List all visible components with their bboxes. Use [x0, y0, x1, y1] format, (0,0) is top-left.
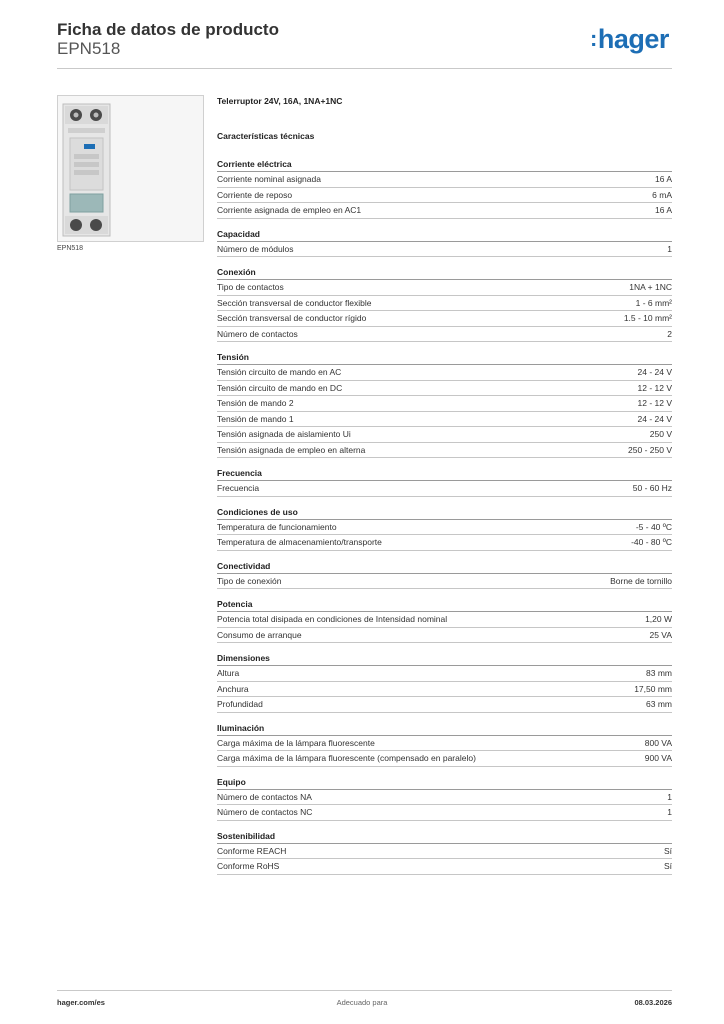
section-title: Corriente eléctrica: [217, 157, 672, 172]
spec-value: 50 - 60 Hz: [632, 483, 672, 493]
spec-value: 63 mm: [646, 699, 672, 709]
spec-row: [217, 612, 672, 628]
spec-value: 16 A: [654, 205, 672, 215]
spec-label: Número de contactos: [217, 328, 298, 339]
spec-label: Carga máxima de la lámpara fluorescente (compensado en paralelo): [217, 753, 476, 763]
spec-label: Tipo de contactos: [217, 282, 284, 292]
spec-row: [217, 844, 672, 860]
section-title: Equipo: [217, 775, 672, 790]
spec-label: Conforme REACH: [217, 845, 287, 856]
spec-row: [217, 535, 672, 551]
spec-section: [217, 559, 672, 590]
spec-label: Tensión de mando 1: [217, 413, 294, 424]
spec-row: [217, 682, 672, 698]
spec-value: -5 - 40 ºC: [635, 521, 672, 532]
product-image-caption: EPN518: [57, 245, 84, 252]
spec-label: Carga máxima de la lámpara fluorescente: [217, 737, 375, 748]
spec-value: 12 - 12 V: [637, 382, 672, 393]
section-title: Frecuencia: [217, 466, 672, 481]
spec-row: [217, 296, 672, 312]
spec-value: 1: [667, 807, 672, 817]
spec-label: Número de módulos: [217, 243, 294, 254]
spec-label: Número de contactos NA: [217, 791, 312, 802]
page-title: Ficha de datos de producto: [57, 20, 279, 39]
spec-value: 1,20 W: [645, 614, 672, 624]
spec-section: [217, 775, 672, 821]
contactor-device-icon: [58, 96, 203, 241]
spec-value: -40 - 80 ºC: [631, 537, 672, 547]
spec-value: 83 mm: [646, 668, 672, 678]
spec-value: Sí: [663, 861, 672, 871]
spec-row: [217, 381, 672, 397]
spec-row: [217, 443, 672, 459]
spec-section: [217, 829, 672, 875]
section-title: Condiciones de uso: [217, 505, 672, 520]
spec-value: 6 mA: [652, 189, 672, 200]
spec-content: [217, 96, 672, 883]
spec-section: [217, 466, 672, 497]
spec-row: [217, 203, 672, 219]
spec-label: Temperatura de almacenamiento/transporte: [217, 537, 382, 547]
product-name: Telerruptor 24V, 16A, 1NA+1NC: [217, 96, 343, 106]
spec-row: [217, 311, 672, 327]
spec-value: 17,50 mm: [634, 683, 672, 694]
spec-row: [217, 427, 672, 443]
spec-label: Tipo de conexión: [217, 575, 282, 586]
spec-row: [217, 574, 672, 590]
spec-label: Corriente asignada de empleo en AC1: [217, 205, 362, 215]
spec-section: [217, 157, 672, 219]
footer-date: 08.03.2026: [634, 998, 672, 1007]
spec-value: 1.5 - 10 mm²: [623, 313, 672, 323]
spec-label: Tensión asignada de empleo en alterna: [217, 444, 366, 455]
spec-value: Sí: [663, 845, 672, 856]
spec-label: Conforme RoHS: [217, 861, 280, 871]
spec-row: [217, 697, 672, 713]
spec-value: 800 VA: [644, 737, 672, 748]
spec-label: Potencia total disipada en condiciones de Intensidad nominal: [217, 614, 448, 624]
spec-section: [217, 265, 672, 342]
spec-row: [217, 751, 672, 767]
spec-label: Anchura: [217, 683, 249, 694]
spec-value: 2: [667, 328, 672, 339]
spec-row: [217, 365, 672, 381]
spec-label: Corriente nominal asignada: [217, 174, 321, 184]
section-title: Sostenibilidad: [217, 829, 672, 844]
spec-section: [217, 350, 672, 458]
spec-value: 12 - 12 V: [637, 398, 672, 408]
spec-label: Consumo de arranque: [217, 629, 302, 640]
spec-value: 24 - 24 V: [637, 413, 672, 424]
spec-value: 1NA + 1NC: [629, 282, 672, 292]
spec-row: [217, 188, 672, 204]
spec-row: [217, 396, 672, 412]
spec-value: 16 A: [654, 174, 672, 184]
spec-label: Corriente de reposo: [217, 189, 293, 200]
spec-row: [217, 628, 672, 644]
product-image: [57, 95, 204, 242]
technical-characteristics-title: Características técnicas: [217, 131, 315, 141]
spec-value: Borne de tornillo: [610, 575, 672, 586]
section-title: Tensión: [217, 350, 672, 365]
spec-label: Frecuencia: [217, 483, 260, 493]
spec-sections: [217, 157, 672, 875]
spec-row: [217, 280, 672, 296]
logo-text: hager: [597, 24, 669, 54]
product-code: EPN518: [57, 39, 121, 58]
footer-website[interactable]: hager.com/es: [57, 998, 105, 1007]
section-title: Conexión: [217, 265, 672, 280]
spec-row: [217, 859, 672, 875]
spec-label: Tensión circuito de mando en DC: [217, 382, 343, 393]
spec-value: 1: [667, 243, 672, 254]
spec-label: Temperatura de funcionamiento: [217, 521, 337, 532]
spec-row: [217, 790, 672, 806]
spec-label: Tensión asignada de aislamiento Ui: [217, 429, 351, 439]
hager-logo[interactable]: [590, 24, 669, 55]
footer-divider: [57, 990, 672, 991]
header-divider: [57, 68, 672, 69]
spec-label: Tensión de mando 2: [217, 398, 294, 408]
spec-label: Tensión circuito de mando en AC: [217, 367, 342, 377]
spec-row: [217, 412, 672, 428]
spec-row: [217, 481, 672, 497]
spec-section: [217, 721, 672, 767]
spec-row: [217, 172, 672, 188]
section-title: Conectividad: [217, 559, 672, 574]
spec-label: Sección transversal de conductor flexible: [217, 297, 372, 308]
spec-value: 250 - 250 V: [628, 444, 672, 455]
spec-section: [217, 651, 672, 713]
section-title: Potencia: [217, 597, 672, 612]
spec-row: [217, 242, 672, 258]
spec-row: [217, 736, 672, 752]
spec-section: [217, 505, 672, 551]
footer-center: Adecuado para: [336, 998, 388, 1007]
spec-value: 24 - 24 V: [637, 367, 672, 377]
logo-dots-icon: :: [590, 26, 597, 51]
spec-row: [217, 805, 672, 821]
spec-row: [217, 327, 672, 343]
spec-value: 900 VA: [644, 753, 672, 763]
spec-value: 250 V: [649, 429, 672, 439]
section-title: Dimensiones: [217, 651, 672, 666]
spec-label: Altura: [217, 668, 240, 678]
section-title: Iluminación: [217, 721, 672, 736]
spec-value: 25 VA: [649, 629, 672, 640]
spec-label: Profundidad: [217, 699, 263, 709]
spec-label: Número de contactos NC: [217, 807, 313, 817]
section-title: Capacidad: [217, 227, 672, 242]
spec-value: 1: [667, 791, 672, 802]
spec-section: [217, 227, 672, 258]
spec-row: [217, 666, 672, 682]
spec-section: [217, 597, 672, 643]
spec-label: Sección transversal de conductor rígido: [217, 313, 367, 323]
spec-value: 1 - 6 mm²: [635, 297, 672, 308]
spec-row: [217, 520, 672, 536]
